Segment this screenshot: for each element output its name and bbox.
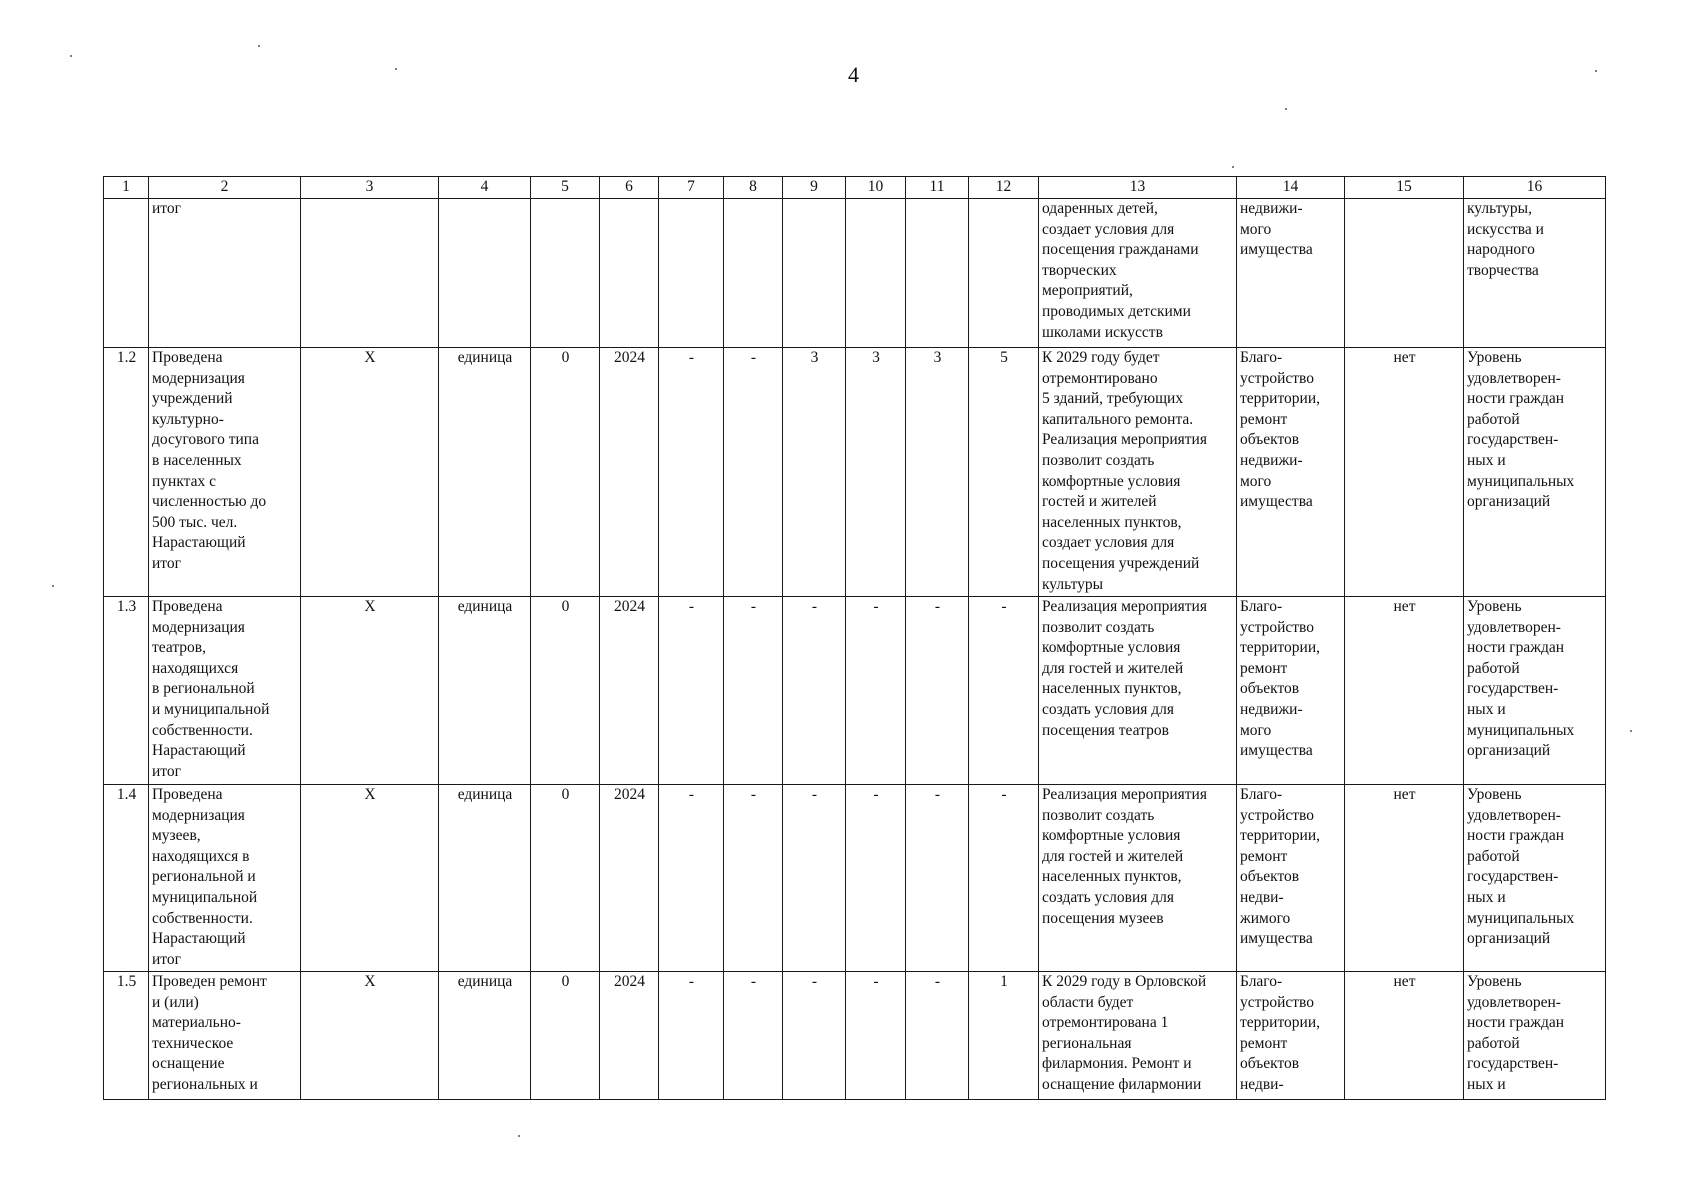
value-col8: - bbox=[724, 348, 783, 597]
value-col9: - bbox=[783, 972, 846, 1100]
unit: единица bbox=[439, 597, 531, 785]
scan-speck bbox=[1232, 166, 1234, 168]
result-name: Проведена модернизация театров, находящихся в региональной и муниципальной собственности. Нарастающий итог bbox=[149, 597, 301, 785]
base-year: 2024 bbox=[600, 348, 659, 597]
base-year: 2024 bbox=[600, 972, 659, 1100]
column-header: 16 bbox=[1464, 177, 1606, 199]
cell-col15: нет bbox=[1345, 785, 1464, 972]
result-type: Благо- устройство территории, ремонт объектов недвижи- мого имущества bbox=[1237, 348, 1345, 597]
row-number: 1.5 bbox=[104, 972, 149, 1100]
value-col11 bbox=[906, 199, 969, 348]
value-col7: - bbox=[659, 972, 724, 1100]
column-header: 12 bbox=[969, 177, 1039, 199]
indicator-link: Уровень удовлетворен- ности граждан работой государствен- ных и муниципальных организаций bbox=[1464, 348, 1606, 597]
cell-col15: нет bbox=[1345, 348, 1464, 597]
measures-table bbox=[103, 176, 1606, 1100]
scan-speck bbox=[1285, 108, 1287, 110]
indicator-link: Уровень удовлетворен- ности граждан работой государствен- ных и муниципальных организаций bbox=[1464, 785, 1606, 972]
column-header: 1 bbox=[104, 177, 149, 199]
value-col8: - bbox=[724, 597, 783, 785]
column-header: 6 bbox=[600, 177, 659, 199]
value-col11: 3 bbox=[906, 348, 969, 597]
column-header: 3 bbox=[301, 177, 439, 199]
value-col8: - bbox=[724, 972, 783, 1100]
scan-speck bbox=[395, 68, 397, 70]
cell-col3: X bbox=[301, 348, 439, 597]
value-col11: - bbox=[906, 785, 969, 972]
cell-col3: X bbox=[301, 785, 439, 972]
result-type: недвижи- мого имущества bbox=[1237, 199, 1345, 348]
unit: единица bbox=[439, 785, 531, 972]
cell-col3: X bbox=[301, 597, 439, 785]
column-header: 15 bbox=[1345, 177, 1464, 199]
base-year: 2024 bbox=[600, 597, 659, 785]
value-col10: - bbox=[846, 785, 906, 972]
indicator-link: Уровень удовлетворен- ности граждан работой государствен- ных и муниципальных организаций bbox=[1464, 597, 1606, 785]
cell-col3 bbox=[301, 199, 439, 348]
row-number: 1.4 bbox=[104, 785, 149, 972]
column-header: 14 bbox=[1237, 177, 1345, 199]
value-col12: 5 bbox=[969, 348, 1039, 597]
value-col9 bbox=[783, 199, 846, 348]
value-col10: - bbox=[846, 597, 906, 785]
scan-speck bbox=[70, 55, 72, 57]
result-type: Благо- устройство территории, ремонт объектов недви- bbox=[1237, 972, 1345, 1100]
base-value: 0 bbox=[531, 972, 600, 1100]
base-year bbox=[600, 199, 659, 348]
result-description: К 2029 году будет отремонтировано 5 зданий, требующих капитального ремонта. Реализация мероприятия позволит создать комфортные условия гостей и жителей населенных пунктов, создает условия для посещения учреждений культуры bbox=[1039, 348, 1237, 597]
value-col10: 3 bbox=[846, 348, 906, 597]
result-description: К 2029 году в Орловской области будет отремонтирована 1 региональная филармония. Ремонт и оснащение филармонии bbox=[1039, 972, 1237, 1100]
column-header: 13 bbox=[1039, 177, 1237, 199]
unit: единица bbox=[439, 972, 531, 1100]
value-col12: - bbox=[969, 785, 1039, 972]
value-col7 bbox=[659, 199, 724, 348]
column-header: 8 bbox=[724, 177, 783, 199]
value-col11: - bbox=[906, 597, 969, 785]
cell-col3: X bbox=[301, 972, 439, 1100]
unit: единица bbox=[439, 348, 531, 597]
result-name: Проведен ремонт и (или) материально- техническое оснащение региональных и bbox=[149, 972, 301, 1100]
cell-col15: нет bbox=[1345, 972, 1464, 1100]
scan-speck bbox=[1630, 730, 1632, 732]
table-row bbox=[104, 199, 1606, 348]
result-name: итог bbox=[149, 199, 301, 348]
value-col12: - bbox=[969, 597, 1039, 785]
column-header: 10 bbox=[846, 177, 906, 199]
scan-speck bbox=[518, 1135, 520, 1137]
value-col7: - bbox=[659, 785, 724, 972]
indicator-link: Уровень удовлетворен- ности граждан работой государствен- ных и bbox=[1464, 972, 1606, 1100]
column-header: 9 bbox=[783, 177, 846, 199]
base-value: 0 bbox=[531, 348, 600, 597]
value-col9: - bbox=[783, 785, 846, 972]
result-description: Реализация мероприятия позволит создать комфортные условия для гостей и жителей населенных пунктов, создать условия для посещения театров bbox=[1039, 597, 1237, 785]
result-name: Проведена модернизация учреждений культурно- досугового типа в населенных пунктах с численностью до 500 тыс. чел. Нарастающий итог bbox=[149, 348, 301, 597]
scan-speck bbox=[1595, 70, 1597, 72]
column-number-row bbox=[104, 177, 1606, 199]
base-value: 0 bbox=[531, 597, 600, 785]
page-number: 4 bbox=[848, 62, 859, 87]
value-col12 bbox=[969, 199, 1039, 348]
column-header: 5 bbox=[531, 177, 600, 199]
value-col12: 1 bbox=[969, 972, 1039, 1100]
value-col10 bbox=[846, 199, 906, 348]
row-number: 1.2 bbox=[104, 348, 149, 597]
table-row bbox=[104, 348, 1606, 597]
value-col8: - bbox=[724, 785, 783, 972]
column-header: 4 bbox=[439, 177, 531, 199]
value-col8 bbox=[724, 199, 783, 348]
result-type: Благо- устройство территории, ремонт объектов недвижи- мого имущества bbox=[1237, 597, 1345, 785]
cell-col15: нет bbox=[1345, 597, 1464, 785]
column-header: 7 bbox=[659, 177, 724, 199]
result-description: Реализация мероприятия позволит создать комфортные условия для гостей и жителей населенных пунктов, создать условия для посещения музеев bbox=[1039, 785, 1237, 972]
result-description: одаренных детей, создает условия для посещения гражданами творческих мероприятий, проводимых детскими школами искусств bbox=[1039, 199, 1237, 348]
unit bbox=[439, 199, 531, 348]
result-type: Благо- устройство территории, ремонт объектов недви- жимого имущества bbox=[1237, 785, 1345, 972]
table-row bbox=[104, 597, 1606, 785]
table-row bbox=[104, 972, 1606, 1100]
scan-speck bbox=[52, 585, 54, 587]
row-number bbox=[104, 199, 149, 348]
cell-col15 bbox=[1345, 199, 1464, 348]
column-header: 2 bbox=[149, 177, 301, 199]
scan-speck bbox=[258, 45, 260, 47]
result-name: Проведена модернизация музеев, находящихся в региональной и муниципальной собственности. Нарастающий итог bbox=[149, 785, 301, 972]
value-col7: - bbox=[659, 348, 724, 597]
value-col9: - bbox=[783, 597, 846, 785]
column-header: 11 bbox=[906, 177, 969, 199]
row-number: 1.3 bbox=[104, 597, 149, 785]
value-col7: - bbox=[659, 597, 724, 785]
base-year: 2024 bbox=[600, 785, 659, 972]
table-row bbox=[104, 785, 1606, 972]
indicator-link: культуры, искусства и народного творчества bbox=[1464, 199, 1606, 348]
value-col11: - bbox=[906, 972, 969, 1100]
value-col10: - bbox=[846, 972, 906, 1100]
value-col9: 3 bbox=[783, 348, 846, 597]
base-value: 0 bbox=[531, 785, 600, 972]
base-value bbox=[531, 199, 600, 348]
